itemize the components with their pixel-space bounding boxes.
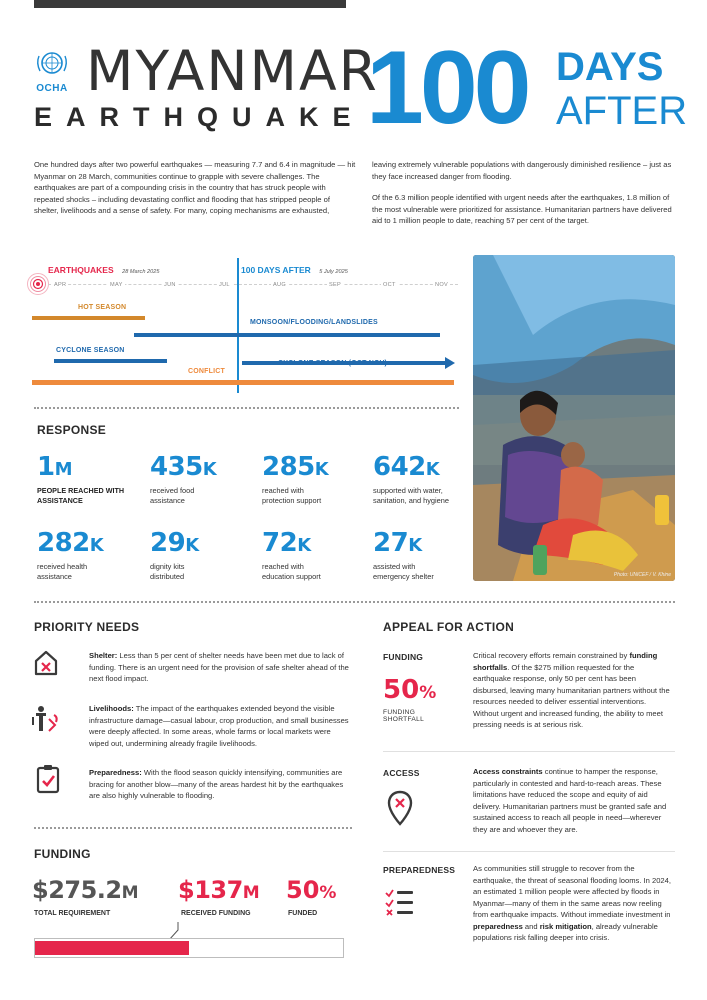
stat-food: 435K received food assistance [150,452,217,505]
livelihoods-person-icon [32,705,60,733]
separator-priority [34,827,352,829]
earthquakes-label: EARTHQUAKES 28 March 2025 [48,265,160,275]
preparedness-clipboard-icon [36,764,60,794]
total-requirement: $275.2M TOTAL REQUIREMENT [32,876,139,917]
separator-timeline [34,407,459,409]
month-jul: JUL [219,282,230,288]
livelihoods-need-text: Livelihoods: The impact of the earthquakes extended beyond the visible infrastructure damage—casual labour, crop production, and small businesses were deeply affected. In some areas, whole farms or local markets were wiped out, undermining already fragile livelihoods. [89,704,349,748]
appeal-access-text: Access constraints continue to hamper the response, particularly in contested and hard-to-reach areas. These limitations have reduced the scope and equity of aid delivery. Humanitarian partners must be granted safe and sustained access to reach all people in need—wherever they are and whoever they are. [473,767,667,834]
photo-illustration [473,255,675,581]
stat-dignity-kits: 29K dignity kits distributed [150,528,199,581]
arrow-right-icon [445,357,455,369]
stat-protection: 285K reached with protection support [262,452,329,505]
monsoon-bar [134,333,440,337]
intro-paragraph-3: Of the 6.3 million people identified with urgent needs after the earthquakes, 1.8 million of the most vulnerable were prioritized for assistance. Humanitarian partners have delivered aid to 1 million people to date, reaching 57 per cent of the target. [372,193,672,225]
separator-response [34,601,675,603]
funded-percent: 50% FUNDED [286,876,337,917]
response-title: RESPONSE [37,423,107,437]
big-number-100: 100 [366,30,528,146]
stat-shelter: 27K assisted with emergency shelter [373,528,434,581]
appeal-funding-text: Critical recovery efforts remain constrained by funding shortfalls. Of the $275 million requested for the earthquake response, only 50 per cent has been disbursed, leaving many humanitarian partners without the resources needed to deliver essential interventions. Without urgent and increased funding, the ability to meet pressing needs is at serious risk. [473,651,670,729]
checklist-icon [385,888,415,918]
title-earthquake: EARTHQUAKE [34,102,365,132]
timeline [30,255,460,395]
preparedness-need-text: Preparedness: With the flood season quickly intensifying, communities are bracing for another blow—many of the areas hardest hit by the earthquakes are also highly vulnerable to flooding. [89,768,344,800]
conflict-label: CONFLICT [188,368,225,375]
title-myanmar: MYANMAR [86,39,379,103]
intro-paragraph-2: leaving extremely vulnerable populations with dangerously diminished resilience – just as they face increased danger from flooding. [372,160,672,181]
appeal-divider-2 [383,851,675,852]
shelter-need-text: Shelter: Less than 5 per cent of shelter needs have been met due to lack of funding. There is an urgent need for the provision of safe shelter ahead of the next flood impact. [89,651,349,683]
stat-people-reached: 1M PEOPLE REACHED WITH ASSISTANCE [37,452,125,505]
month-may: MAY [110,282,123,288]
after-100-label: 100 DAYS AFTER 5 July 2025 [241,265,348,275]
top-bar [34,0,346,8]
month-labels [30,282,460,292]
un-emblem-icon [34,48,70,78]
month-aug: AUG [273,282,287,288]
conflict-bar [32,380,454,385]
appeal-funding-label: FUNDING [383,652,424,662]
appeal-title: APPEAL FOR ACTION [383,620,515,634]
appeal-divider-1 [383,751,675,752]
funding-title: FUNDING [34,847,91,861]
intro-paragraph-1: One hundred days after two powerful earthquakes — measuring 7.7 and 6.4 in magnitude — hit Myanmar on 28 March, communities continue to grapple with severe challenges. The earthquakes are part of a compounding crisis in the country that has struck people with repeated shocks – including devastating conflict and flooding that has stripped people of shelter, livelihoods and a sense of safety. For many, coping mechanisms are exhausted, [34,160,356,215]
days-label: DAYS [556,45,664,89]
priority-needs-title: PRIORITY NEEDS [34,620,140,634]
stat-education: 72K reached with education support [262,528,321,581]
cyclone-season-label: CYCLONE SEASON [56,347,125,354]
photo-credit: Photo: UNICEF / V. Khine [613,572,671,578]
access-blocked-pin-icon [387,790,413,826]
month-apr: APR [54,282,67,288]
received-funding: $137M RECEIVED FUNDING [178,876,260,917]
stat-wash: 642K supported with water, sanitation, and hygiene [373,452,450,505]
hot-season-label: HOT SEASON [78,304,127,311]
org-name: OCHA [36,83,68,94]
appeal-preparedness-text: As communities still struggle to recover from the earthquake, the threat of seasonal flooding looms. In 2024, an estimated 1 million people were affected by floods in Myanmar—many of them in the same areas now reeling from earthquake impacts. Without immediate investment in preparedness and risk mitigation, already vulnerable populations risk falling deeper into crisis. [473,864,671,942]
cyclone-season-bar-2 [242,361,447,365]
month-nov: NOV [435,282,449,288]
funding-progress-track [34,938,344,958]
cyclone-season-bar-1 [54,359,167,363]
shelter-house-icon [34,650,58,676]
hot-season-bar [32,316,145,320]
month-sep: SEP [329,282,342,288]
month-jun: JUN [164,282,176,288]
appeal-funding-percent: 50% FUNDING SHORTFALL [383,675,437,723]
ocha-logo [34,48,70,94]
after-label: AFTER [556,89,688,133]
funding-progress-fill [35,941,189,955]
stat-health: 282K received health assistance [37,528,104,581]
after-marker-line [237,258,239,393]
month-oct: OCT [383,282,396,288]
appeal-preparedness-label: PREPAREDNESS [383,865,456,875]
appeal-access-label: ACCESS [383,768,420,778]
monsoon-label: MONSOON/FLOODING/LANDSLIDES [250,319,378,326]
photo-mother-child [473,255,675,581]
